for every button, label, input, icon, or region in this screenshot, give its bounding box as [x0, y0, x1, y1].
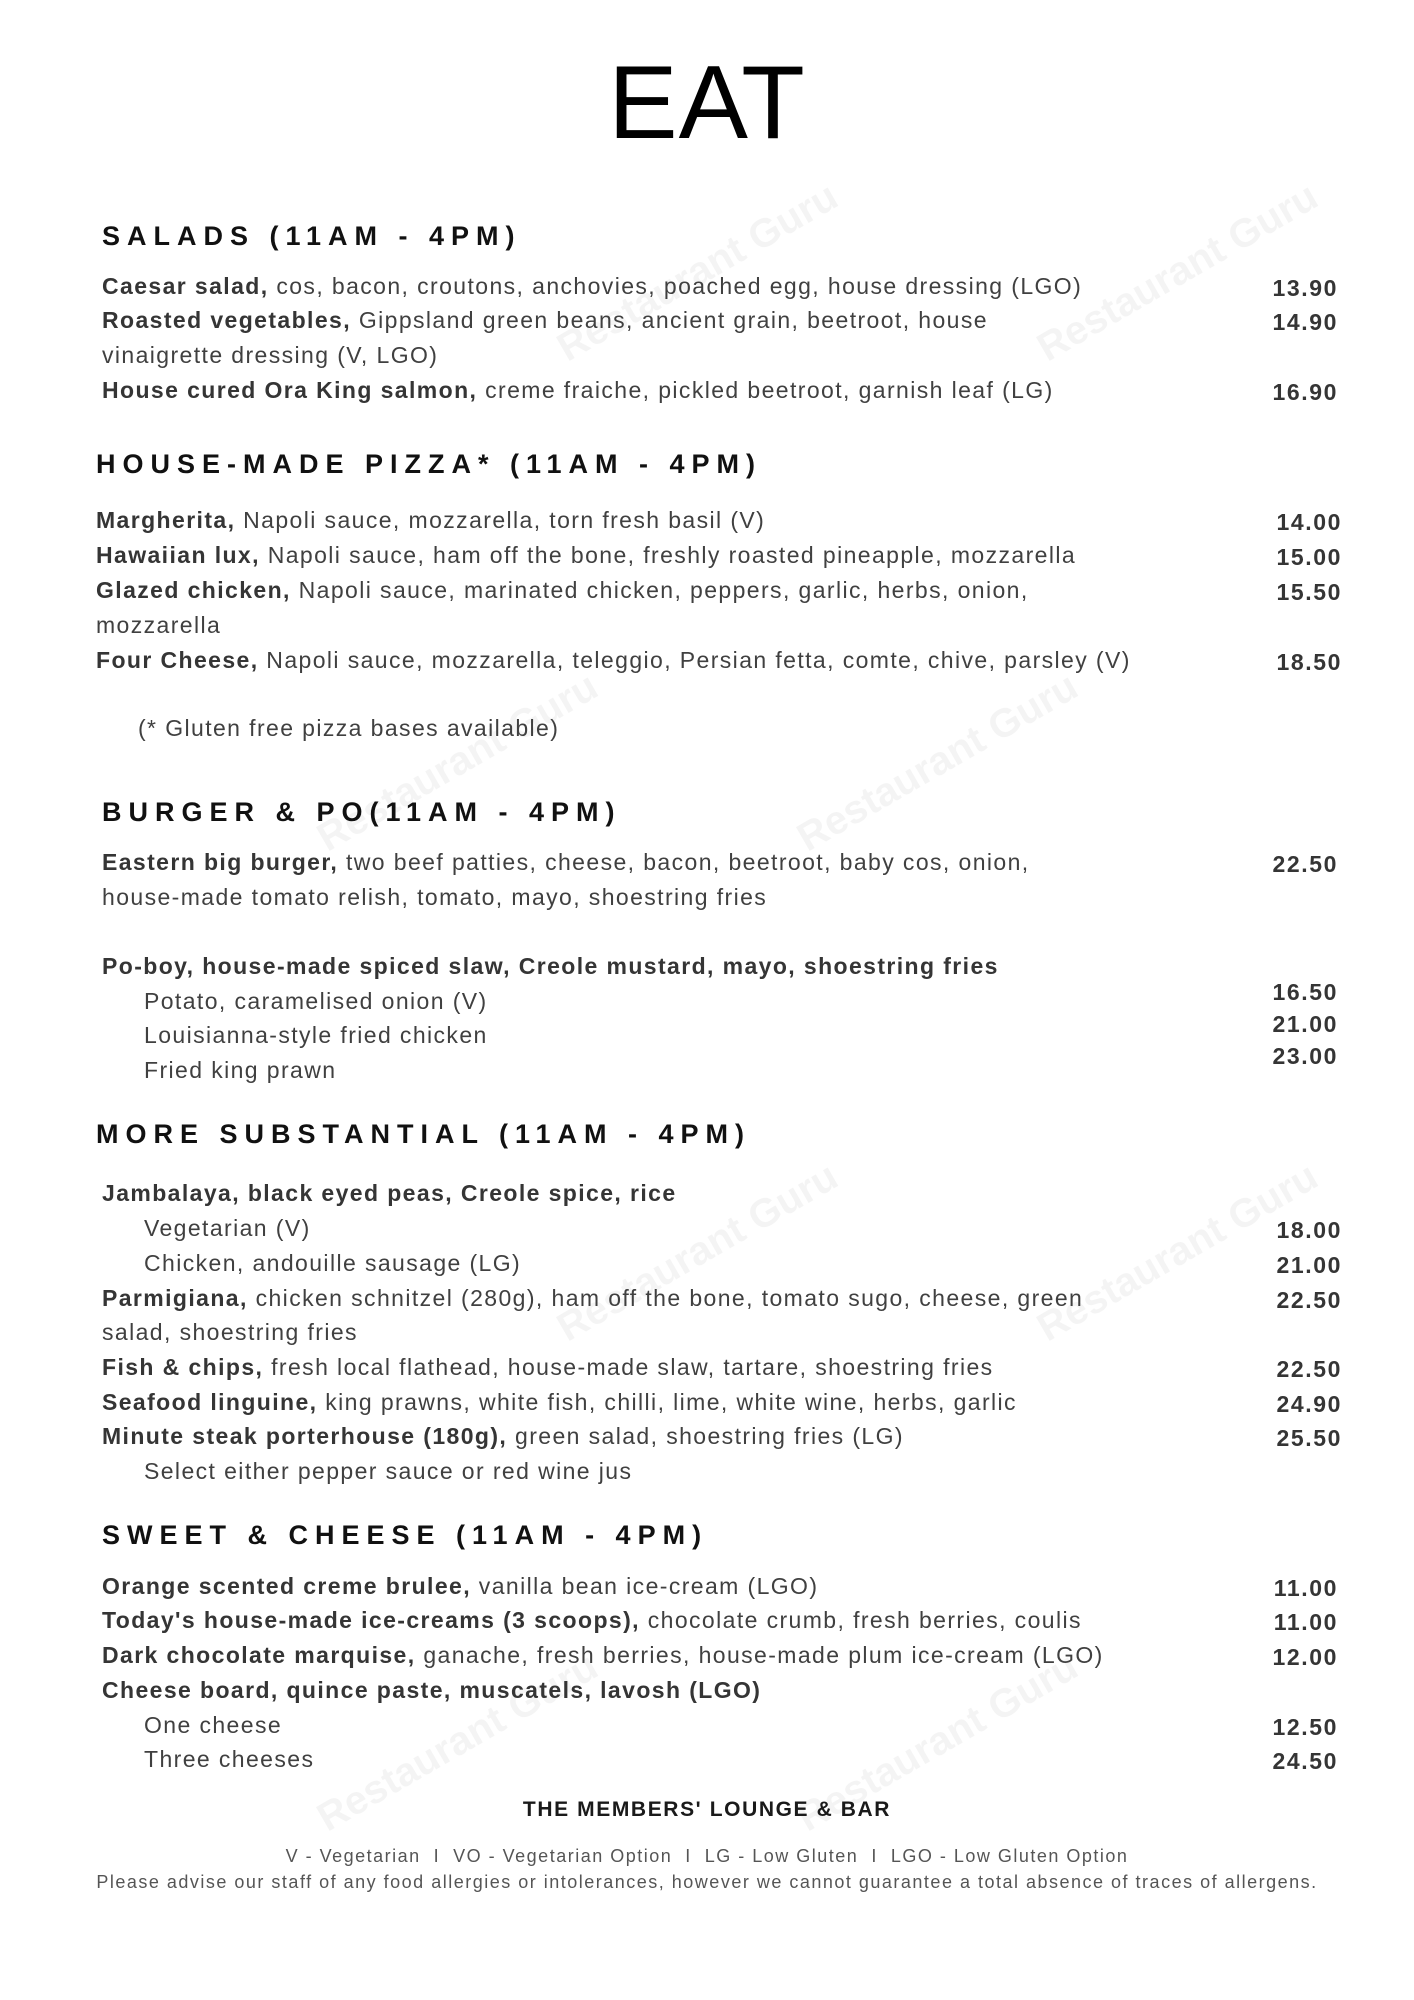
- menu-item-price: 14.90: [1272, 309, 1338, 335]
- menu-item-price: 12.50: [1272, 1714, 1338, 1740]
- menu-item-option: Fried king prawn: [144, 1057, 337, 1083]
- menu-item-line: House cured Ora King salmon, creme fraiche, pickled beetroot, garnish leaf (LG): [102, 377, 1054, 403]
- menu-item-line: Eastern big burger, two beef patties, cheese, bacon, beetroot, baby cos, onion,: [102, 849, 1030, 875]
- menu-item-price: 22.50: [1276, 1356, 1342, 1382]
- section-heading-substantial: MORE SUBSTANTIAL (11AM - 4PM): [96, 1119, 752, 1149]
- menu-item-price: 22.50: [1276, 1287, 1342, 1313]
- menu-item-option: Louisianna-style fried chicken: [144, 1022, 488, 1048]
- menu-item-price: 22.50: [1272, 851, 1338, 877]
- menu-item-line: mozzarella: [96, 612, 222, 638]
- dietary-legend: V - Vegetarian I VO - Vegetarian Option I LG - Low Gluten I LGO - Low Gluten Option: [285, 1846, 1129, 1866]
- menu-item-price: 12.00: [1272, 1644, 1338, 1670]
- menu-item-line: Caesar salad, cos, bacon, croutons, anchovies, poached egg, house dressing (LGO): [102, 273, 1083, 299]
- menu-item-line: Roasted vegetables, Gippsland green beans, ancient grain, beetroot, house: [102, 307, 988, 333]
- menu-item-line: Today's house-made ice-creams (3 scoops), chocolate crumb, fresh berries, coulis: [102, 1607, 1082, 1633]
- menu-item-line: vinaigrette dressing (V, LGO): [102, 342, 439, 368]
- menu-item-price: 21.00: [1272, 1011, 1338, 1037]
- menu-item-price: 25.50: [1276, 1425, 1342, 1451]
- menu-item-price: 15.00: [1276, 544, 1342, 570]
- menu-item-line: Orange scented creme brulee, vanilla bean ice-cream (LGO): [102, 1573, 819, 1599]
- menu-item-price: 23.00: [1272, 1043, 1338, 1069]
- menu-item-option: Vegetarian (V): [144, 1215, 311, 1241]
- menu-item-line: Dark chocolate marquise, ganache, fresh berries, house-made plum ice-cream (LGO): [102, 1642, 1104, 1668]
- menu-item-price: 14.00: [1276, 509, 1342, 535]
- menu-item-line: Margherita, Napoli sauce, mozzarella, torn fresh basil (V): [96, 507, 766, 533]
- menu-item-price: 24.50: [1272, 1748, 1338, 1774]
- menu-item-price: 21.00: [1276, 1252, 1342, 1278]
- menu-item-line: Minute steak porterhouse (180g), green salad, shoestring fries (LG): [102, 1423, 904, 1449]
- menu-item-line: Glazed chicken, Napoli sauce, marinated chicken, peppers, garlic, herbs, onion,: [96, 577, 1029, 603]
- menu-item-price: 13.90: [1272, 275, 1338, 301]
- menu-item-line: Seafood linguine, king prawns, white fish, chilli, lime, white wine, herbs, garlic: [102, 1389, 1017, 1415]
- venue-name: THE MEMBERS' LOUNGE & BAR: [522, 1798, 892, 1821]
- menu-item-line: Cheese board, quince paste, muscatels, lavosh (LGO): [102, 1677, 762, 1703]
- menu-item-line: Fish & chips, fresh local flathead, house-made slaw, tartare, shoestring fries: [102, 1354, 994, 1380]
- menu-item-line: salad, shoestring fries: [102, 1319, 358, 1345]
- menu-item-option: Chicken, andouille sausage (LG): [144, 1250, 522, 1276]
- menu-item-line: Four Cheese, Napoli sauce, mozzarella, teleggio, Persian fetta, comte, chive, parsley (V): [96, 647, 1131, 673]
- menu-item-option: Potato, caramelised onion (V): [144, 988, 488, 1014]
- allergy-notice: Please advise our staff of any food allergies or intolerances, however we cannot guarantee a total absence of traces of allergens.: [96, 1872, 1318, 1892]
- watermark: [790, 664, 1086, 861]
- pizza-note: (* Gluten free pizza bases available): [138, 715, 560, 741]
- menu-item-line: house-made tomato relish, tomato, mayo, shoestring fries: [102, 884, 768, 910]
- section-heading-salads: SALADS (11AM - 4PM): [102, 221, 522, 251]
- menu-item-price: 11.00: [1273, 1609, 1338, 1635]
- menu-item-price: 24.90: [1276, 1391, 1342, 1417]
- menu-item-line: Po-boy, house-made spiced slaw, Creole mustard, mayo, shoestring fries: [102, 953, 999, 979]
- menu-item-option: Three cheeses: [144, 1746, 315, 1772]
- menu-item-price: 15.50: [1276, 579, 1342, 605]
- menu-item-option: Select either pepper sauce or red wine jus: [144, 1458, 633, 1484]
- menu-item-price: 16.50: [1272, 979, 1338, 1005]
- section-heading-burger: BURGER & PO(11AM - 4PM): [102, 797, 622, 827]
- menu-item-line: Jambalaya, black eyed peas, Creole spice, rice: [102, 1180, 677, 1206]
- section-heading-pizza: HOUSE-MADE PIZZA* (11AM - 4PM): [96, 449, 763, 479]
- menu-item-price: 11.00: [1273, 1575, 1338, 1601]
- menu-item-line: Parmigiana, chicken schnitzel (280g), ham off the bone, tomato sugo, cheese, green: [102, 1285, 1084, 1311]
- page-title: EAT: [608, 45, 806, 161]
- menu-item-price: 18.50: [1276, 649, 1342, 675]
- watermark: [310, 664, 606, 861]
- menu-item-option: One cheese: [144, 1712, 283, 1738]
- menu-item-price: 16.90: [1272, 379, 1338, 405]
- section-heading-sweet: SWEET & CHEESE (11AM - 4PM): [102, 1520, 709, 1550]
- menu-item-line: Hawaiian lux, Napoli sauce, ham off the bone, freshly roasted pineapple, mozzarella: [96, 542, 1077, 568]
- menu-item-price: 18.00: [1276, 1217, 1342, 1243]
